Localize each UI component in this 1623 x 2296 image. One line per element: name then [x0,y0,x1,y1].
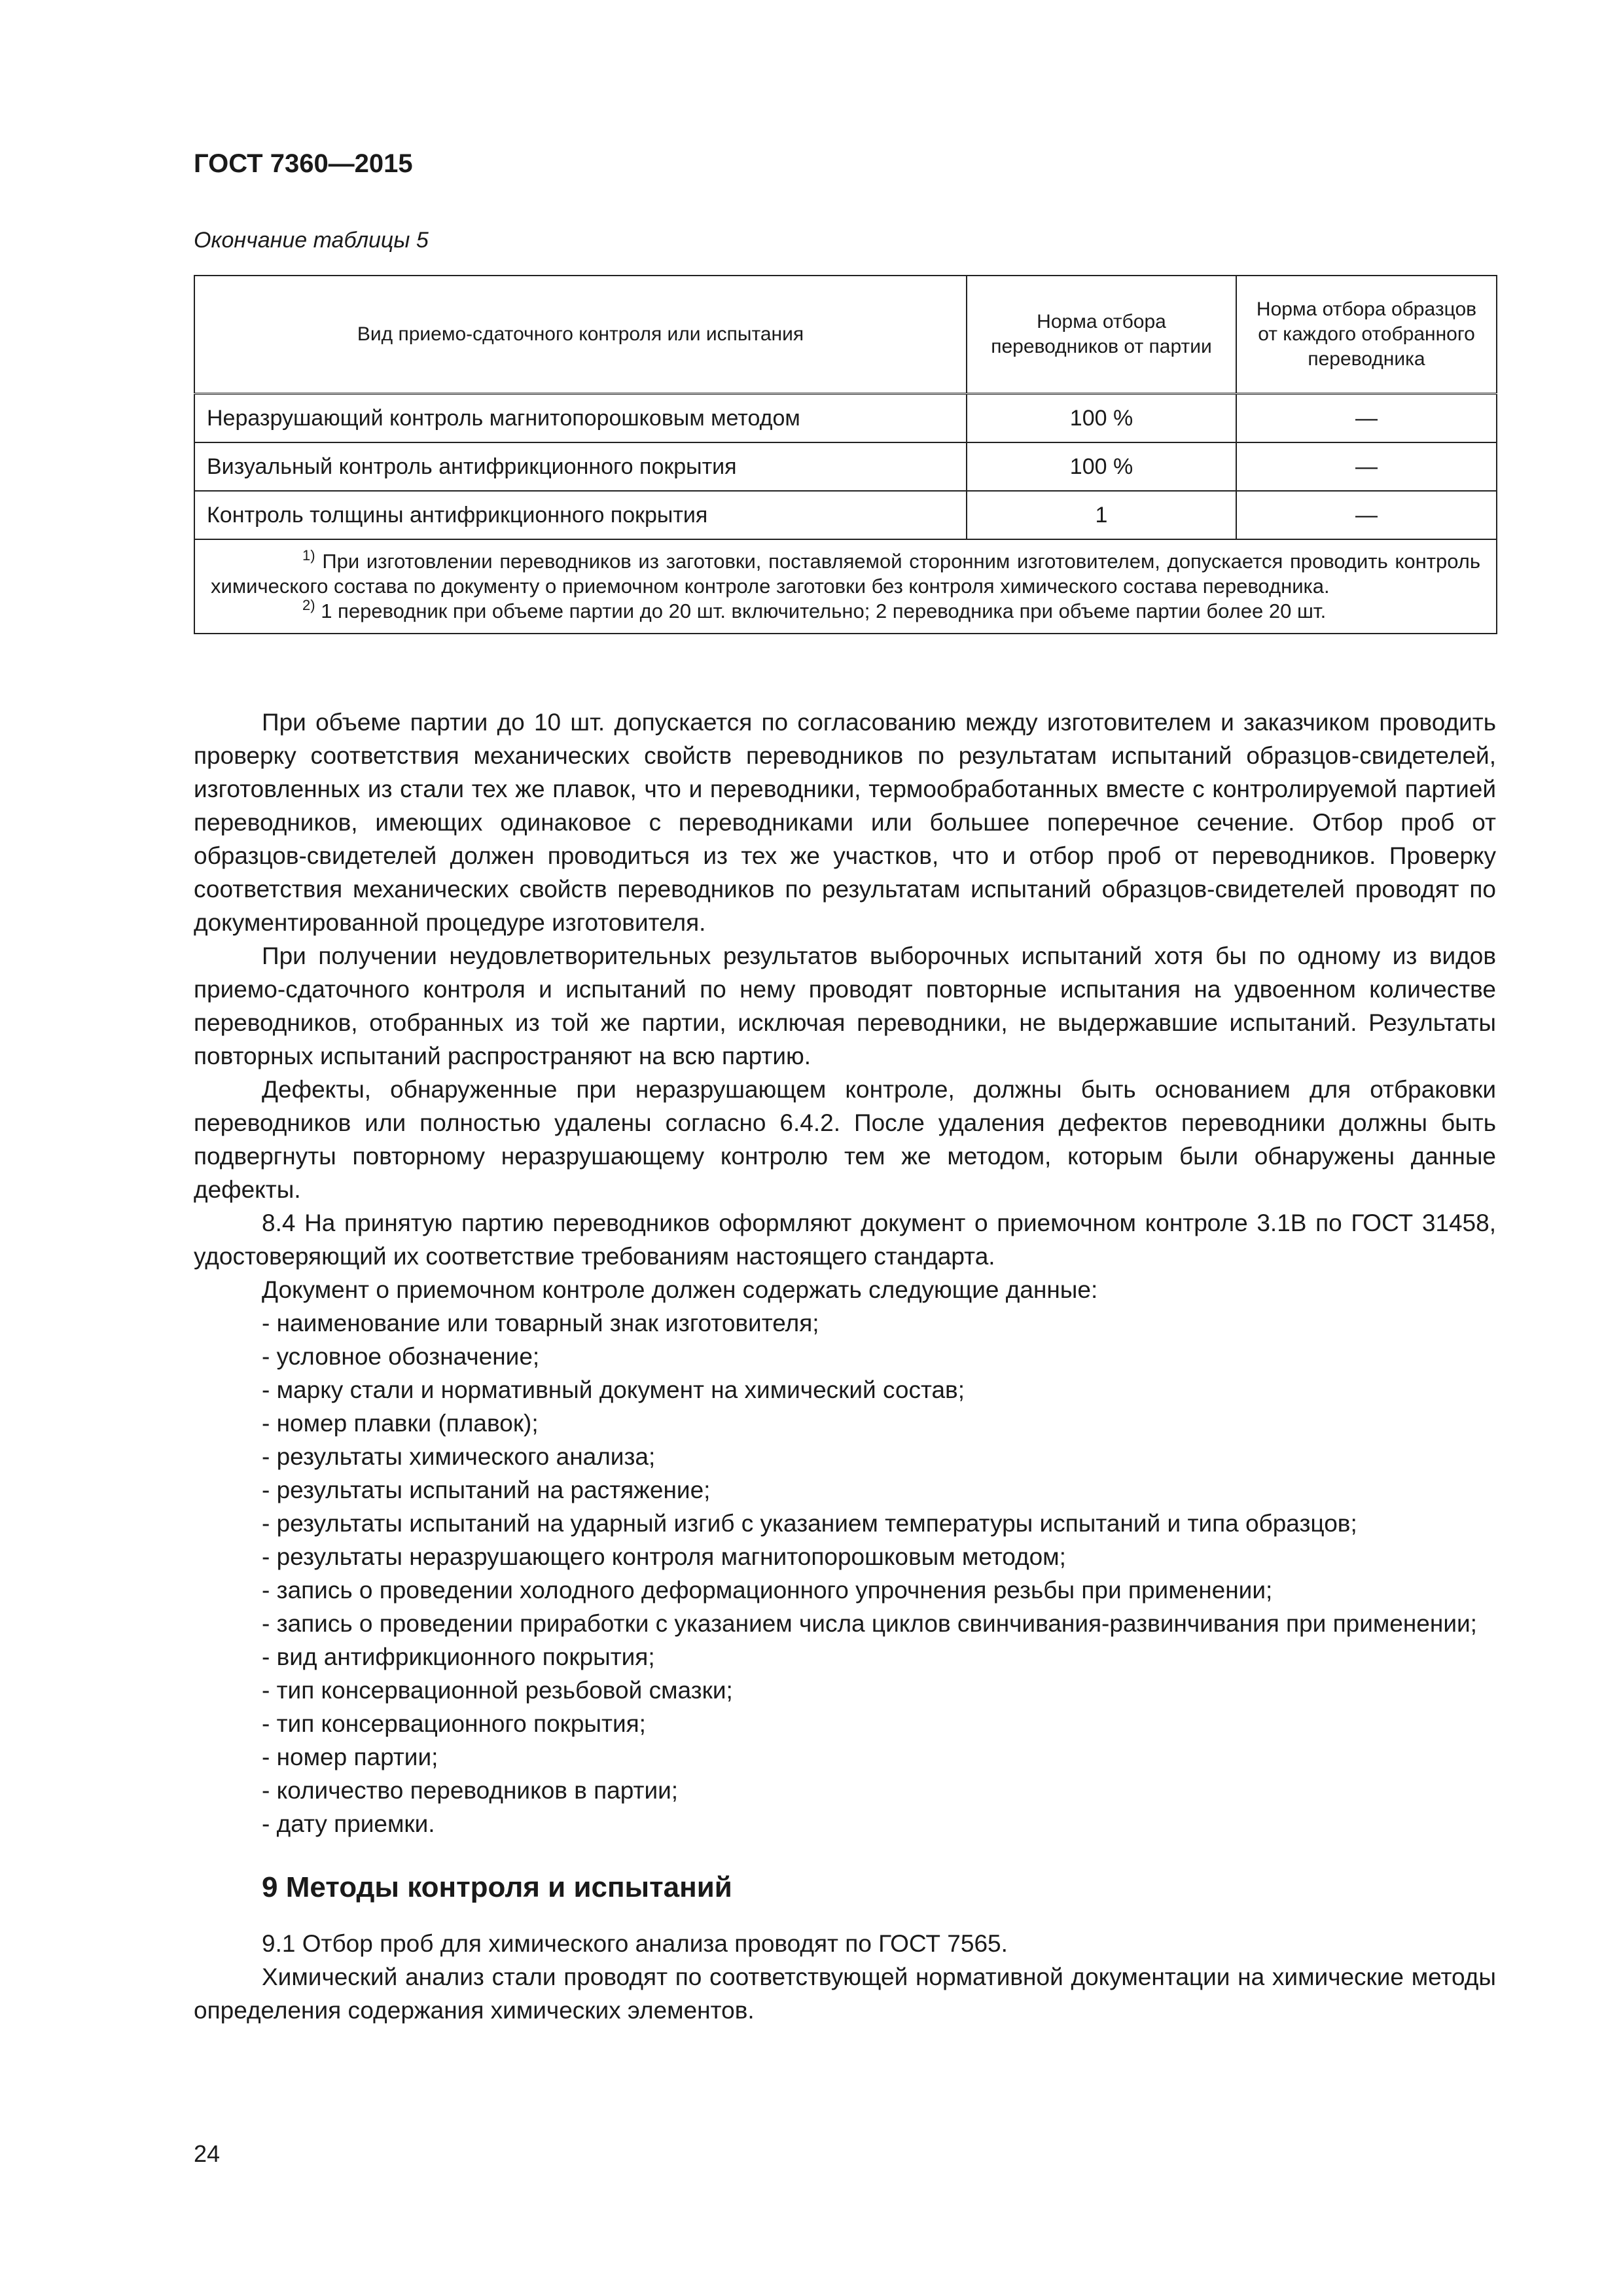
list-item: - результаты химического анализа; [262,1443,656,1470]
table-cell: — [1236,394,1497,443]
list-item: - наименование или товарный знак изготовителя; [262,1310,819,1336]
col-header-specimen-rate: Норма отбора образцов от каждого отобранного переводника [1236,276,1497,394]
list-item: - запись о проведении холодного деформационного упрочнения резьбы при применении; [262,1577,1273,1604]
table-cell: — [1236,442,1497,491]
list-item: - номер партии; [262,1744,438,1770]
note-mark: 1) [302,547,315,564]
table-row [194,394,1497,443]
section-title: 9 Методы контроля и испытаний [262,1871,732,1903]
list-item: - количество переводников в партии; [262,1777,679,1804]
paragraph-8-4: 8.4 На принятую партию переводников оформляют документ о приемочном контроле 3.1В по ГОСТ 31458, удостоверяющий их соответствие требованиям настоящего стандарта. [194,1210,1496,1270]
list-item: - номер плавки (плавок); [262,1410,539,1437]
table-cell: 100 % [967,442,1236,491]
table-cell: — [1236,491,1497,539]
table-notes [194,539,1497,634]
list-item: - тип консервационного покрытия; [262,1710,646,1737]
list-item: - марку стали и нормативный документ на химический состав; [262,1376,965,1403]
list-item: - вид антифрикционного покрытия; [262,1643,655,1670]
list-item: - результаты испытаний на растяжение; [262,1477,711,1503]
table-note-2 [211,599,1480,624]
paragraph: При получении неудовлетворительных результатов выборочных испытаний хотя бы по одному из видов приемо-сдаточного контроля и испытаний по нему проводят повторные испытания на удвоенном количестве переводников, отобранных из той же партии, исключая переводники, не выдержавшие испытаний. Результаты повторных испытаний распространяют на всю партию. [194,942,1496,1069]
table-header-row [194,276,1497,394]
paragraph-9-1: 9.1 Отбор проб для химического анализа проводят по ГОСТ 7565. [262,1930,1008,1957]
list-item: - дату приемки. [262,1810,435,1837]
table-cell: 1 [967,491,1236,539]
table-note-1 [211,549,1480,599]
col-header-control-type: Вид приемо-сдаточного контроля или испытания [194,276,967,394]
table-notes-row [194,539,1497,634]
paragraph: Документ о приемочном контроле должен содержать следующие данные: [262,1276,1098,1303]
document-contents-list [194,1306,1496,1840]
note-text: При изготовлении переводников из заготовки, поставляемой сторонним изготовителем, допускается проводить контроль химического состава по документу о приемочном контроле заготовки без контроля химического состава переводника. [211,550,1480,598]
list-item: - условное обозначение; [262,1343,540,1370]
paragraph: Дефекты, обнаруженные при неразрушающем контроле, должны быть основанием для отбраковки переводников или полностью удалены согласно 6.4.2. После удаления дефектов переводники должны быть подвергнуты повторному неразрушающему контролю тем же методом, которым были обнаружены данные дефекты. [194,1076,1496,1203]
table-cell: Неразрушающий контроль магнитопорошковым методом [194,394,967,443]
note-text: 1 переводник при объеме партии до 20 шт. включительно; 2 переводника при объеме партии более 20 шт. [321,600,1327,622]
table-5 [194,275,1497,634]
list-item: - результаты неразрушающего контроля магнитопорошковым методом; [262,1543,1066,1570]
body-text [194,706,1496,2027]
table-cell: Контроль толщины антифрикционного покрытия [194,491,967,539]
table-row [194,442,1497,491]
paragraph: Химический анализ стали проводят по соответствующей нормативной документации на химические методы определения содержания химических элементов. [194,1964,1496,2024]
col-header-sampling-rate: Норма отбора переводников от партии [967,276,1236,394]
table-cell: 100 % [967,394,1236,443]
standard-header: ГОСТ 7360—2015 [194,149,413,178]
table-row [194,491,1497,539]
list-item: - результаты испытаний на ударный изгиб с указанием температуры испытаний и типа образцов; [262,1510,1357,1537]
table-caption: Окончание таблицы 5 [194,228,429,253]
note-mark: 2) [302,597,315,613]
table-cell: Визуальный контроль антифрикционного покрытия [194,442,967,491]
paragraph: При объеме партии до 10 шт. допускается по согласованию между изготовителем и заказчиком проводить проверку соответствия механических свойств переводников по результатам испытаний образцов-свидетелей, изготовленных из стали тех же плавок, что и переводники, термообработанных вместе с контролируемой партией переводников, имеющих одинаковое с переводниками или большее поперечное сечение. Отбор проб от образцов-свидетелей должен проводиться из тех же участков, что и отбор проб от переводников. Проверку соответствия механических свойств переводников по результатам испытаний образцов-свидетелей проводят по документированной процедуре изготовителя. [194,709,1496,936]
list-item: - тип консервационной резьбовой смазки; [262,1677,733,1704]
list-item: - запись о проведении приработки с указанием числа циклов свинчивания-развинчивания при применении; [262,1610,1477,1637]
page-number: 24 [194,2140,221,2167]
